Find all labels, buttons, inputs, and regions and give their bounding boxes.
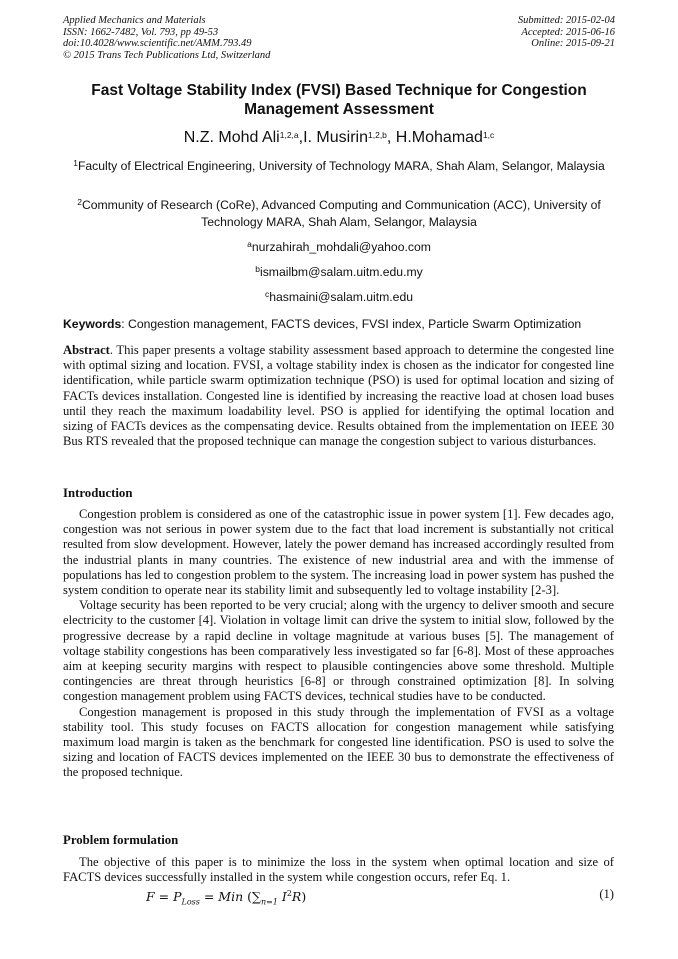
eq-open-paren: (: [243, 889, 253, 905]
doi-line[interactable]: doi:10.4028/www.scientific.net/AMM.793.49: [63, 38, 252, 49]
eq-equals: =: [199, 889, 219, 905]
equation-number: (1): [599, 887, 614, 901]
email-sup: b: [255, 264, 260, 274]
author-sup: 1,c: [482, 130, 495, 140]
keywords-line: [63, 316, 615, 332]
affiliation-sup: 2: [77, 197, 82, 207]
online-date: Online: 2015-09-21: [531, 38, 615, 49]
eq-min: Min: [218, 889, 244, 905]
eq-equals: =: [154, 889, 174, 905]
email-address[interactable]: nurzahirah_mohdali@yahoo.com: [251, 240, 431, 254]
email-a: [63, 239, 615, 255]
eq-lhs: F: [146, 889, 155, 905]
affiliation-text: Community of Research (CoRe), Advanced Computing and Communication (ACC), University of Technology MARA, Shah Alam, Selangor, Malaysia: [81, 198, 601, 229]
affiliation-2: [63, 197, 615, 230]
submitted-date: Submitted: 2015-02-04: [517, 15, 615, 26]
eq-i: I: [277, 889, 287, 905]
copyright-line: © 2015 Trans Tech Publications Ltd, Switzerland: [63, 49, 271, 61]
email-sup: c: [264, 289, 270, 299]
affiliation-sup: 1: [73, 158, 78, 168]
keywords-label: Keywords: [63, 317, 122, 331]
email-b: [63, 264, 615, 280]
affiliation-1: [63, 158, 615, 175]
introduction-heading: Introduction: [63, 486, 133, 500]
email-address[interactable]: ismailbm@salam.uitm.edu.my: [260, 265, 423, 279]
author-name: N.Z. Mohd Ali: [183, 129, 280, 146]
journal-name: Applied Mechanics and Materials: [63, 15, 206, 26]
email-sup: a: [247, 239, 252, 249]
abstract-paragraph: [63, 343, 614, 449]
affiliation-text: Faculty of Electrical Engineering, University of Technology MARA, Shah Alam, Selangor, Malaysia: [77, 159, 605, 173]
journal-header: [63, 15, 270, 61]
author-separator: ,: [386, 129, 396, 146]
equation-1: [146, 886, 306, 911]
author-name: I. Musirin: [303, 129, 368, 146]
dates-header: [518, 15, 615, 50]
eq-sum: ∑: [252, 889, 261, 905]
problem-formulation-heading: Problem formulation: [63, 833, 179, 847]
abstract-label: Abstract: [63, 343, 110, 357]
eq-p: P: [173, 889, 182, 905]
accepted-date: Accepted: 2015-06-16: [521, 26, 615, 38]
introduction-body: [63, 507, 614, 781]
author-sup: 1,2,a: [279, 130, 299, 140]
author-name: H.Mohamad: [395, 129, 483, 146]
author-sup: 1,2,b: [368, 130, 387, 140]
eq-sum-sub: n=1: [260, 897, 278, 907]
keywords-text: : Congestion management, FACTS devices, FVSI index, Particle Swarm Optimization: [121, 317, 582, 331]
paragraph: Congestion problem is considered as one of the catastrophic issue in power system [1]. Few decades ago, congestion was not serious in power system due to the fact that load increment is substantially not critical resulted from slow development. However, lately the power demand has increased accordingly resulted from the industrial plants in many countries. The existence of new industrial area and with the immense of populations has led to congestion problem to the system. The increasing load in power system has pushed the system condition to operate near its stability limit and subsequently led to voltage instability [2-3].: [63, 507, 614, 598]
issn-line: ISSN: 1662-7482, Vol. 793, pp 49-53: [63, 26, 219, 38]
eq-i-sup: 2: [286, 889, 292, 898]
paragraph: Voltage security has been reported to be very crucial; along with the urgency to deliver smooth and secure electricity to the customer [4]. Violation in voltage limit can drive the system to initial slow, followed by the progressive decrease by a rapid decline in voltage magnitude at various buses [5]. The management of voltage stability congestions has been comparatively less investigated so far [6-8]. Most of these approaches aim at keeping security margins with respect to plausible contingencies above some threshold. Multiple contingencies are threat through heuristics [6-8] or through constrained optimization [8]. In solving congestion management problem using FACTS devices, technical studies have to be conducted.: [63, 598, 614, 704]
abstract-text: . This paper presents a voltage stability assessment based approach to determine the congested line with optimal sizing and location. FVSI, a voltage stability index is chosen as the indicator for congested line identification, while particle swarm optimization technique (PSO) is used for optimal location and sizing of FACTs devices installation. Congested line is identified by increasing the reactive load at chosen load buses until they reach the maximum loadability level. PSO is applied for identifying the optimal location and sizing of FACTs devices as the compensating device. Results obtained from the implementation on IEEE 30 Bus RTS revealed that the proposed technique can manage the congestion subject to various disturbances.: [63, 343, 614, 449]
eq-r: R: [291, 889, 302, 905]
author-separator: ,: [298, 129, 304, 146]
email-address[interactable]: hasmaini@salam.uitm.edu: [269, 290, 414, 304]
problem-formulation-body: [63, 855, 614, 885]
eq-p-sub: Loss: [181, 897, 200, 907]
paragraph: The objective of this paper is to minimize the loss in the system when optimal location and size of FACTS devices successfully installed in the system while congestion occurs, refer Eq. 1.: [63, 855, 614, 885]
paragraph: Congestion management is proposed in this study through the implementation of FVSI as a voltage stability tool. This study focuses on FACTS allocation for congestion management while satisfying maximum load margin is taken as the benchmark for congested line identification. PSO is used to solve the sizing and location of FACTS devices implemented on the IEEE 30 bus to demonstrate the effectiveness of the proposed technique.: [63, 704, 614, 780]
eq-close-paren: ): [301, 889, 307, 905]
paper-title: Fast Voltage Stability Index (FVSI) Based Technique for Congestion Management Assessment: [91, 82, 587, 118]
email-c: [63, 289, 615, 305]
author-list: [63, 128, 615, 148]
